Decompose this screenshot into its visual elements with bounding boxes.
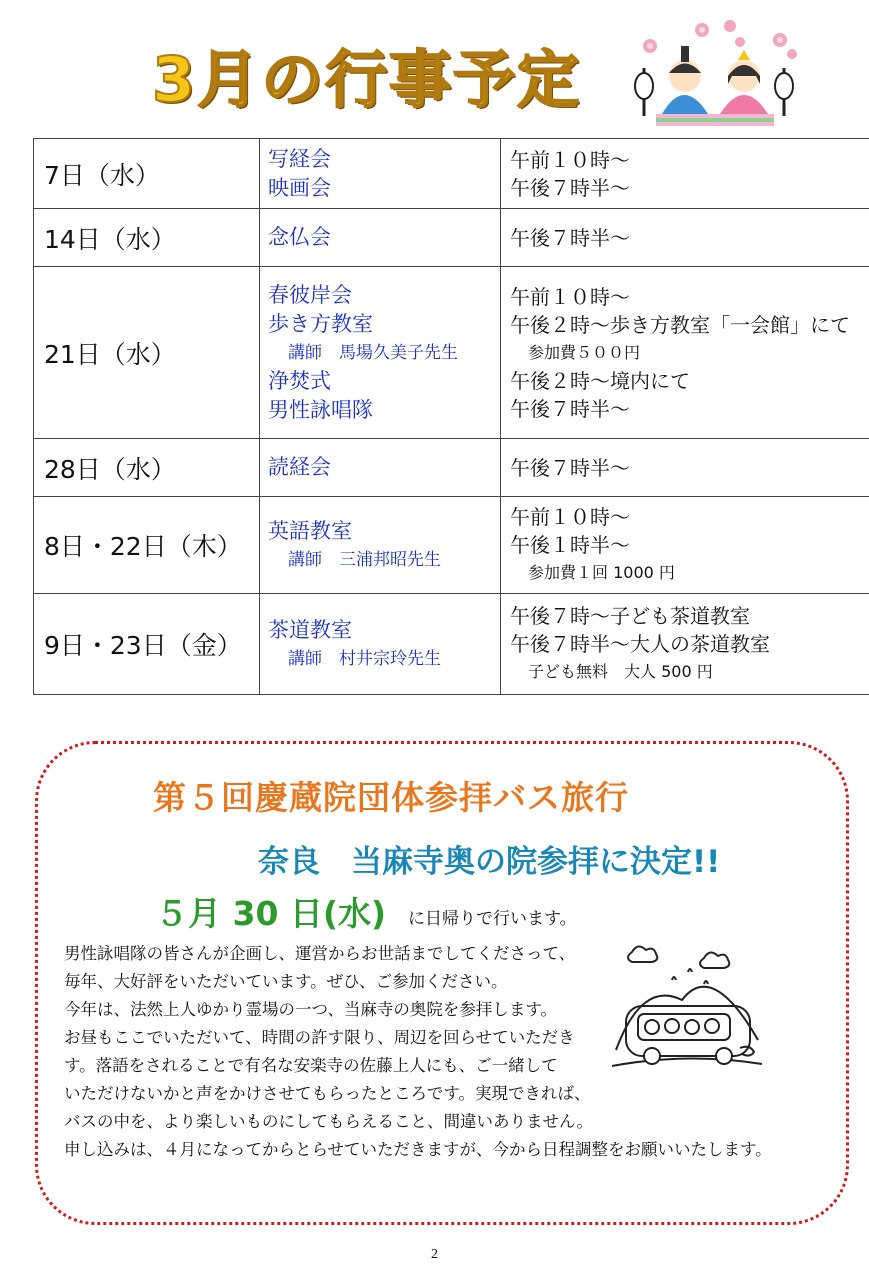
announcement-date-note: に日帰りで行います。 (408, 909, 577, 929)
table-row (34, 139, 869, 209)
lecturer-name: 講師 三浦邦昭先生 (288, 549, 441, 570)
date-cell: 21日（水） (34, 267, 260, 439)
time-cell (501, 594, 869, 695)
table-row (34, 497, 869, 594)
event-time: 午後７時～子ども茶道教室 (510, 604, 750, 628)
fee-note: 参加費１回 1000 円 (528, 563, 675, 582)
date-cell: 14日（水） (34, 209, 260, 267)
event-time: 午前１０時～ (510, 284, 630, 309)
table-row (34, 267, 869, 439)
date-cell: 8日・22日（木） (34, 497, 260, 594)
date-cell: 7日（水） (34, 139, 260, 209)
hina-dolls-icon (632, 18, 802, 130)
event-name: 読経会 (268, 455, 331, 479)
announcement-text-line: 男性詠唱隊の皆さんが企画し、運営からお世話までしてくださって、 (64, 944, 576, 963)
event-name: 写経会 (268, 146, 331, 171)
event-cell (260, 594, 501, 695)
event-time: 午後７時半～ (510, 225, 630, 250)
event-time: 午後７時半～大人の茶道教室 (510, 632, 770, 656)
announcement-text-line: お昼もここでいただいて、時間の許す限り、周辺を回らせていただき (64, 1028, 575, 1047)
announcement-text-line: バスの中を、より楽しいものにしてもらえること、間違いありません。 (64, 1112, 593, 1131)
event-time: 午後２時～歩き方教室「一会館」にて (510, 312, 850, 337)
time-cell (501, 267, 869, 439)
event-time: 午前１０時～ (510, 505, 630, 529)
date-cell: 9日・23日（金） (34, 594, 260, 695)
event-time: 午後７時半～ (510, 396, 630, 421)
fee-note: 子ども無料 大人 500 円 (528, 662, 713, 681)
time-cell (501, 139, 869, 209)
table-row (34, 594, 869, 695)
event-cell (260, 267, 501, 439)
time-cell (501, 439, 869, 497)
announcement-text-line: 今年は、法然上人ゆかり霊場の一つ、当麻寺の奥院を参拝します。 (64, 1000, 558, 1019)
event-name: 念仏会 (268, 225, 331, 249)
table-row (34, 439, 869, 497)
event-cell (260, 209, 501, 267)
lecturer-name: 講師 村井宗玲先生 (288, 648, 441, 669)
event-name: 映画会 (268, 175, 331, 200)
announcement-text-line: 申し込みは、４月になってからとらせていただきますが、今から日程調整をお願いいたします。 (64, 1140, 772, 1159)
announcement-text-line: 毎年、大好評をいただいています。ぜひ、ご参加ください。 (64, 972, 508, 991)
announcement-text-line: す。落語をされることで有名な安楽寺の佐藤上人にも、ご一緒して (64, 1056, 558, 1075)
event-time: 午後７時半～ (510, 455, 630, 480)
event-name: 男性詠唱隊 (268, 397, 373, 422)
announcement-text-line: いただけないかと声をかけさせてもらったところです。実現できれば、 (64, 1084, 591, 1103)
announcement-subtitle: 奈良 当麻寺奥の院参拝に決定!! (258, 844, 721, 880)
event-time: 午後７時半～ (510, 175, 630, 200)
date-cell: 28日（水） (34, 439, 260, 497)
event-cell (260, 497, 501, 594)
time-cell (501, 497, 869, 594)
event-name: 春彼岸会 (268, 282, 352, 307)
event-time: 午前１０時～ (510, 147, 630, 172)
table-row (34, 209, 869, 267)
lecturer-name: 講師 馬場久美子先生 (288, 342, 458, 363)
time-cell (501, 209, 869, 267)
fee-note: 参加費５００円 (528, 342, 641, 362)
announcement-date: ５月 30 日(水) (155, 894, 387, 933)
event-name: 歩き方教室 (268, 311, 373, 336)
event-name: 英語教室 (268, 518, 352, 543)
event-time: 午後２時～境内にて (510, 368, 690, 393)
event-name: 茶道教室 (268, 617, 352, 642)
page-number: 2 (431, 1247, 438, 1262)
event-cell (260, 139, 501, 209)
page-title: 3月の行事予定 (152, 43, 582, 116)
schedule-table (33, 138, 869, 695)
event-cell (260, 439, 501, 497)
event-time: 午後１時半～ (510, 533, 630, 557)
event-name: 浄焚式 (268, 368, 331, 393)
announcement-title: 第５回慶蔵院団体参拝バス旅行 (153, 778, 629, 817)
bus-trip-icon (612, 940, 762, 1080)
